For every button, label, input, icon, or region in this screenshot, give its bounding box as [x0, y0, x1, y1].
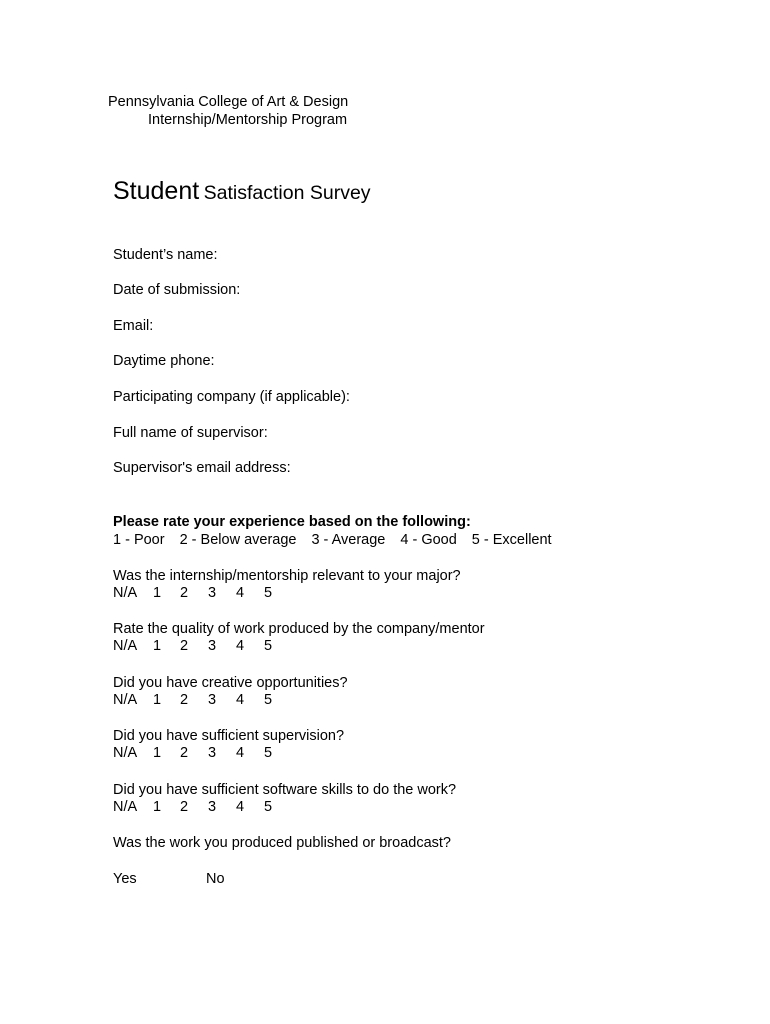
field-student-name: Student’s name: — [113, 247, 218, 263]
option-na[interactable]: N/A — [113, 799, 138, 815]
option-na[interactable]: N/A — [113, 585, 138, 601]
option-4[interactable]: 4 — [236, 745, 245, 761]
option-1[interactable]: 1 — [153, 585, 162, 601]
field-email: Email: — [113, 318, 154, 334]
question-supervision: Did you have sufficient supervision? — [113, 728, 345, 744]
option-3[interactable]: 3 — [208, 745, 217, 761]
option-3[interactable]: 3 — [208, 692, 217, 708]
question-creative: Did you have creative opportunities? — [113, 675, 348, 691]
scale-excellent: 5 - Excellent — [471, 532, 552, 548]
scale-poor: 1 - Poor — [113, 532, 165, 548]
option-3[interactable]: 3 — [208, 799, 217, 815]
field-supervisor-name: Full name of supervisor: — [113, 425, 268, 441]
option-no[interactable]: No — [206, 871, 225, 887]
option-5[interactable]: 5 — [264, 638, 273, 654]
scale-below-average: 2 - Below average — [179, 532, 297, 548]
option-5[interactable]: 5 — [264, 692, 273, 708]
option-4[interactable]: 4 — [236, 799, 245, 815]
rating-scale — [113, 532, 552, 548]
option-5[interactable]: 5 — [264, 799, 273, 815]
option-1[interactable]: 1 — [153, 799, 162, 815]
field-date-of-submission: Date of submission: — [113, 282, 241, 298]
question-published: Was the work you produced published or broadcast? — [113, 835, 451, 851]
field-participating-company: Participating company (if applicable): — [113, 389, 350, 405]
option-yes[interactable]: Yes — [113, 871, 137, 887]
option-2[interactable]: 2 — [180, 692, 189, 708]
option-5[interactable]: 5 — [264, 745, 273, 761]
field-daytime-phone: Daytime phone: — [113, 353, 215, 369]
question-software-skills: Did you have sufficient software skills to do the work? — [113, 782, 457, 798]
option-na[interactable]: N/A — [113, 638, 138, 654]
option-1[interactable]: 1 — [153, 692, 162, 708]
option-2[interactable]: 2 — [180, 585, 189, 601]
options-software-skills — [113, 799, 293, 817]
question-relevance: Was the internship/mentorship relevant to your major? — [113, 568, 461, 584]
page-title — [113, 177, 371, 206]
options-relevance — [113, 585, 293, 603]
options-supervision — [113, 745, 293, 763]
school-name: Pennsylvania College of Art & Design — [108, 94, 349, 110]
option-3[interactable]: 3 — [208, 585, 217, 601]
scale-good: 4 - Good — [400, 532, 457, 548]
option-3[interactable]: 3 — [208, 638, 217, 654]
option-na[interactable]: N/A — [113, 692, 138, 708]
option-4[interactable]: 4 — [236, 638, 245, 654]
option-2[interactable]: 2 — [180, 638, 189, 654]
field-supervisor-email: Supervisor's email address: — [113, 460, 291, 476]
option-4[interactable]: 4 — [236, 692, 245, 708]
program-name: Internship/Mentorship Program — [148, 112, 348, 128]
options-creative — [113, 692, 293, 710]
option-1[interactable]: 1 — [153, 745, 162, 761]
option-4[interactable]: 4 — [236, 585, 245, 601]
rating-instruction: Please rate your experience based on the following: — [113, 514, 471, 530]
title-rest: Satisfaction Survey — [203, 182, 371, 204]
title-main: Student — [113, 177, 200, 205]
option-1[interactable]: 1 — [153, 638, 162, 654]
option-2[interactable]: 2 — [180, 745, 189, 761]
scale-average: 3 - Average — [311, 532, 386, 548]
option-na[interactable]: N/A — [113, 745, 138, 761]
options-quality — [113, 638, 293, 656]
option-2[interactable]: 2 — [180, 799, 189, 815]
option-5[interactable]: 5 — [264, 585, 273, 601]
question-quality: Rate the quality of work produced by the company/mentor — [113, 621, 485, 637]
